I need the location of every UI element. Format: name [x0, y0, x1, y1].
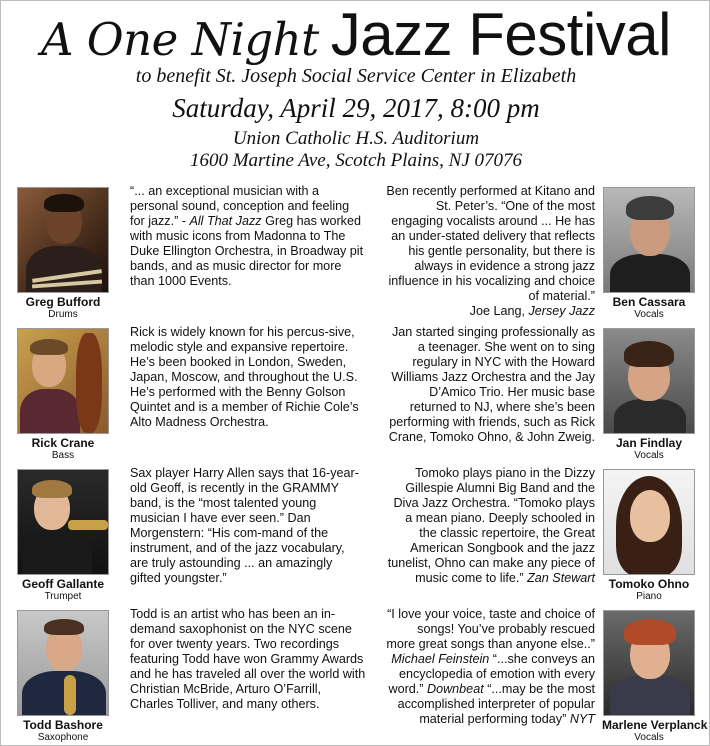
bio-text: Todd is an artist who has been an in-demand saxophonist on the NYC scene for over twenty years. Two recordings featuring Todd have won Grammy Awards and he has traveled all over the world with Christian McBride, Arturo O’Farrill, Charles Tolliver, and many others.	[130, 607, 366, 711]
musician-bio-jan	[385, 325, 595, 445]
musician-bio-ben	[385, 184, 595, 319]
bio-text: Ben recently performed at Kitano and St. Peter’s. “One of the most engaging vocalists around ... He has an under-stated delivery that reflects his gentle personality, but there is always in evidence a strong jazz influence in his vocalizing and choice of material.”	[386, 184, 595, 303]
bio-source: Michael Feinstein	[391, 652, 490, 666]
musician-card-greg	[16, 187, 110, 320]
bio-text: Sax player Harry Allen says that 16-year-old Geoff, is recently in the GRAMMY band, is the “most talented young musician I have ever seen.” Dan Morgenstern: “His com-mand of the instrument, and of the jazz vocabulary, are truly astounding ... an amazingly gifted youngster.”	[130, 466, 359, 585]
musician-card-ben	[602, 187, 696, 320]
musician-instrument: Piano	[636, 591, 662, 602]
bio-attribution: Joe Lang,	[469, 304, 529, 318]
musician-instrument: Vocals	[634, 309, 664, 320]
venue-address: 1600 Martine Ave, Scotch Plains, NJ 07076	[189, 150, 523, 171]
greg-bufford-photo	[17, 187, 109, 293]
musician-name: Jan Findlay	[615, 436, 683, 450]
benefit-line: to benefit St. Joseph Social Service Center in Elizabeth	[135, 65, 577, 87]
musician-name: Ben Cassara	[612, 295, 686, 309]
musician-name: Tomoko Ohno	[608, 577, 690, 591]
event-title	[1, 1, 710, 68]
jan-findlay-photo	[603, 328, 695, 434]
rick-crane-photo	[17, 328, 109, 434]
bio-source: NYT	[569, 712, 595, 726]
bio-quote: “I love your voice, taste and choice of songs! You’ve probably rescued more great songs than anyone else..”	[386, 607, 595, 651]
todd-bashore-photo	[17, 610, 109, 716]
musician-instrument: Vocals	[634, 450, 664, 461]
musician-instrument: Bass	[51, 450, 75, 461]
ben-cassara-photo	[603, 187, 695, 293]
bio-text: Tomoko plays piano in the Dizzy Gillespie Alumni Big Band and the Diva Jazz Orchestra. “Tomoko plays a mean piano. Deeply schooled in the classic repertoire, the Great American Songbook and the jazz tunelist, Ohno can make any piece of music come to life.”	[387, 466, 595, 585]
musician-row	[1, 466, 710, 609]
bio-text: Jan started singing professionally as a teenager. She went on to sing regulary in NYC with the Howard Williams Jazz Orchestra and the Jay D’Amico Trio. Her music base returned to NJ, where she’s been performing with friends, such as Rick Crane, Tomoko Ohno, & John Zweig.	[388, 325, 595, 444]
musician-card-todd	[16, 610, 110, 743]
musician-bio-todd	[130, 607, 366, 712]
musician-bio-rick	[130, 325, 366, 430]
musician-bio-geoff	[130, 466, 366, 586]
musician-name: Marlene Verplanck	[602, 718, 708, 732]
musician-name: Greg Bufford	[25, 295, 101, 309]
tomoko-ohno-photo	[603, 469, 695, 575]
bio-quote: “...may be the most accomplished interpreter of popular material performing today”	[397, 682, 595, 726]
title-script: A One Night	[40, 13, 319, 66]
musician-instrument: Vocals	[634, 732, 664, 743]
musician-row	[1, 607, 710, 746]
musician-row	[1, 184, 710, 327]
musician-card-rick	[16, 328, 110, 461]
title-main: Jazz Festival	[330, 1, 671, 68]
musician-name: Geoff Gallante	[21, 577, 104, 591]
musician-instrument: Trumpet	[44, 591, 82, 602]
musician-card-marlene	[602, 610, 708, 743]
musician-name: Todd Bashore	[23, 718, 103, 732]
musician-card-tomoko	[602, 469, 696, 602]
musician-row	[1, 325, 710, 468]
musician-name: Rick Crane	[31, 436, 95, 450]
bio-source: All That Jazz	[189, 214, 262, 228]
bio-source: Jersey Jazz	[528, 304, 595, 318]
musician-instrument: Drums	[48, 309, 78, 320]
bio-quote: “... an exceptional musician with a personal sound, conception and feeling for jazz.” -	[130, 184, 350, 228]
bio-text: Rick is widely known for his percus-sive, melodic style and expansive repertoire. He’s been booked in London, Sweden, Japan, Moscow, and throughout the U.S. He’s performed with the Benny Golson Quintet and is a member of Richie Cole’s Alto Madness Orchestra.	[130, 325, 359, 429]
bio-quote: “...she conveys an encyclopedia of emotion with every word.”	[388, 652, 595, 696]
bio-text: Greg has worked with music icons from Madonna to The Duke Ellington Orchestra, in Broadway pit bands, and as music director for more than 1000 Events.	[130, 214, 364, 288]
geoff-gallante-photo	[17, 469, 109, 575]
venue-name: Union Catholic H.S. Auditorium	[232, 128, 480, 149]
marlene-verplanck-photo	[603, 610, 695, 716]
bio-source: Zan Stewart	[527, 571, 595, 585]
musician-instrument: Saxophone	[37, 732, 89, 743]
bio-source: Downbeat	[426, 682, 484, 696]
event-date: Saturday, April 29, 2017, 8:00 pm	[172, 93, 540, 123]
musician-card-geoff	[16, 469, 110, 602]
musician-bio-greg	[130, 184, 366, 289]
musician-bio-tomoko	[385, 466, 595, 586]
musician-card-jan	[602, 328, 696, 461]
musician-bio-marlene	[385, 607, 595, 727]
